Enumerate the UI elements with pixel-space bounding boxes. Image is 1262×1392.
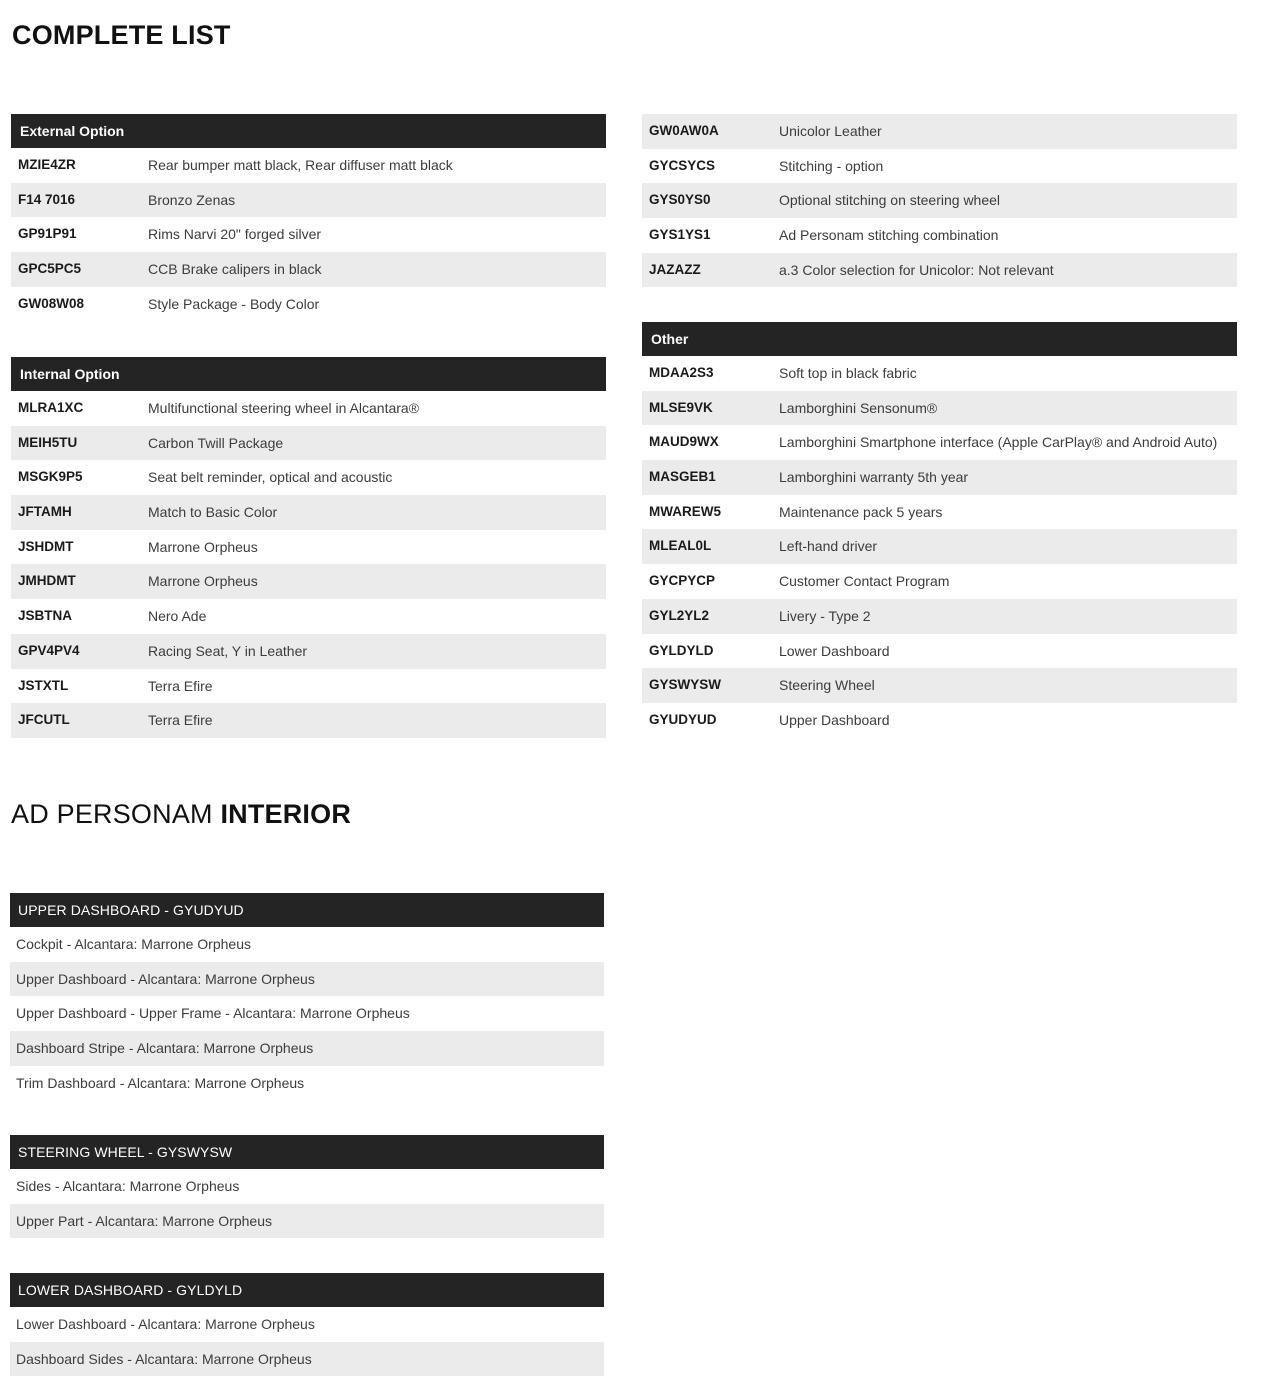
option-code: GYUDYUD [649, 711, 717, 727]
table-row [642, 495, 1237, 530]
option-code: GPC5PC5 [18, 261, 82, 277]
table-row [642, 460, 1237, 495]
detail-text: Trim Dashboard - Alcantara: Marrone Orpheus [16, 1074, 305, 1091]
table-row [10, 1342, 604, 1377]
option-code: GW0AW0A [649, 123, 719, 138]
option-code: JFTAMH [18, 504, 72, 520]
option-description: Lower Dashboard [779, 642, 890, 659]
table-row [642, 668, 1237, 703]
option-description: Carbon Twill Package [148, 434, 284, 451]
table-row [642, 703, 1237, 738]
internal-option-section [11, 357, 606, 738]
option-code: MEIH5TU [18, 434, 78, 450]
table-row [642, 183, 1237, 218]
other-option-section [642, 322, 1237, 738]
table-row [10, 1066, 604, 1101]
option-code: GYCPYCP [649, 573, 716, 589]
section-header: Other [642, 322, 1237, 356]
option-code: MDAA2S3 [649, 365, 714, 380]
option-description: Maintenance pack 5 years [779, 503, 943, 520]
option-code: MLRA1XC [18, 400, 84, 415]
option-description: Lamborghini Smartphone interface (Apple CarPlay® and Android Auto) [779, 434, 1218, 451]
option-description: Left-hand driver [779, 538, 878, 555]
table-row [642, 114, 1237, 149]
option-description: Rims Narvi 20" forged silver [148, 226, 322, 243]
table-row [11, 148, 606, 183]
option-description: Bronzo Zenas [148, 191, 236, 208]
option-code: GYS1YS1 [649, 227, 711, 243]
table-row [642, 356, 1237, 391]
detail-text: Upper Dashboard - Alcantara: Marrone Orpheus [16, 970, 315, 987]
table-row [10, 962, 604, 997]
option-list [11, 391, 606, 738]
option-code: GW08W08 [18, 295, 85, 311]
option-code: GYS0YS0 [649, 192, 711, 208]
detail-list [10, 927, 604, 1100]
option-list [642, 356, 1237, 738]
option-description: Livery - Type 2 [779, 607, 871, 624]
external-option-section [11, 114, 606, 321]
section-header: LOWER DASHBOARD - GYLDYLD [10, 1273, 604, 1307]
option-description: Optional stitching on steering wheel [779, 192, 1001, 209]
option-code: MWAREW5 [649, 503, 721, 519]
option-code: MAUD9WX [649, 434, 719, 450]
table-row [11, 564, 606, 599]
table-row [642, 425, 1237, 460]
table-row [10, 927, 604, 962]
lower-dashboard-section [10, 1273, 604, 1376]
option-code: MSGK9P5 [18, 469, 83, 485]
section-header: Internal Option [11, 357, 606, 391]
option-code: MZIE4ZR [18, 157, 76, 172]
option-code: MASGEB1 [649, 469, 716, 485]
detail-list [10, 1307, 604, 1376]
table-row [642, 149, 1237, 184]
table-row [642, 634, 1237, 669]
option-description: Seat belt reminder, optical and acoustic [148, 469, 393, 486]
table-row [10, 1204, 604, 1239]
table-row [10, 996, 604, 1031]
table-row [642, 218, 1237, 253]
heading-bold-part: INTERIOR [220, 799, 352, 829]
table-row [11, 183, 606, 218]
option-description: Marrone Orpheus [148, 573, 258, 590]
option-list [642, 114, 1237, 287]
section-header: STEERING WHEEL - GYSWYSW [10, 1135, 604, 1169]
table-row [11, 530, 606, 565]
table-row [11, 252, 606, 287]
table-row [11, 703, 606, 738]
option-code: JMHDMT [18, 573, 76, 589]
table-row [10, 1169, 604, 1204]
interior-option-section [642, 114, 1237, 287]
option-description: Marrone Orpheus [148, 538, 258, 555]
option-description: Multifunctional steering wheel in Alcantara® [148, 400, 420, 416]
option-code: JSHDMT [18, 538, 74, 554]
option-description: Lamborghini warranty 5th year [779, 469, 969, 486]
table-row [11, 391, 606, 426]
option-code: GYL2YL2 [649, 607, 710, 623]
option-description: Terra Efire [148, 677, 213, 694]
option-code: GP91P91 [18, 226, 77, 242]
option-list [11, 148, 606, 321]
detail-text: Upper Part - Alcantara: Marrone Orpheus [16, 1212, 273, 1229]
detail-text: Cockpit - Alcantara: Marrone Orpheus [16, 936, 251, 952]
detail-text: Lower Dashboard - Alcantara: Marrone Orpheus [16, 1316, 315, 1332]
option-description: Stitching - option [779, 157, 884, 174]
table-row [11, 634, 606, 669]
section-header: UPPER DASHBOARD - GYUDYUD [10, 893, 604, 927]
table-row [11, 426, 606, 461]
table-row [11, 287, 606, 322]
option-description: Upper Dashboard [779, 711, 890, 728]
option-description: Soft top in black fabric [779, 365, 917, 381]
option-description: Terra Efire [148, 712, 213, 729]
option-code: F14 7016 [18, 191, 76, 207]
option-description: Customer Contact Program [779, 573, 950, 590]
option-description: Nero Ade [148, 608, 207, 625]
steering-wheel-section [10, 1135, 604, 1238]
option-description: Match to Basic Color [148, 504, 278, 521]
option-description: Unicolor Leather [779, 123, 882, 139]
table-row [642, 391, 1237, 426]
option-description: Racing Seat, Y in Leather [148, 642, 308, 659]
table-row [642, 253, 1237, 288]
table-row [10, 1307, 604, 1342]
heading-light-part: AD PERSONAM [11, 799, 213, 829]
detail-text: Dashboard Stripe - Alcantara: Marrone Orpheus [16, 1040, 314, 1057]
detail-list [10, 1169, 604, 1238]
option-description: Steering Wheel [779, 677, 875, 694]
table-row [642, 599, 1237, 634]
option-code: JSBTNA [18, 608, 73, 624]
option-description: Style Package - Body Color [148, 295, 320, 312]
option-code: JFCUTL [18, 712, 70, 728]
option-code: MLEAL0L [649, 538, 712, 554]
upper-dashboard-section [10, 893, 604, 1100]
option-code: JAZAZZ [649, 261, 701, 277]
table-row [11, 599, 606, 634]
table-row [10, 1031, 604, 1066]
option-description: Lamborghini Sensonum® [779, 399, 938, 416]
table-row [11, 669, 606, 704]
detail-text: Sides - Alcantara: Marrone Orpheus [16, 1178, 240, 1194]
table-row [642, 564, 1237, 599]
option-code: MLSE9VK [649, 399, 713, 415]
detail-text: Upper Dashboard - Upper Frame - Alcantara: Marrone Orpheus [16, 1005, 410, 1022]
option-description: Ad Personam stitching combination [779, 227, 999, 244]
option-description: Rear bumper matt black, Rear diffuser matt black [148, 157, 453, 173]
table-row [11, 217, 606, 252]
option-code: GYLDYLD [649, 642, 714, 658]
table-row [11, 460, 606, 495]
section-header: External Option [11, 114, 606, 148]
option-description: CCB Brake calipers in black [148, 261, 322, 278]
detail-text: Dashboard Sides - Alcantara: Marrone Orpheus [16, 1350, 312, 1367]
option-description: a.3 Color selection for Unicolor: Not relevant [779, 261, 1054, 278]
complete-list-heading: COMPLETE LIST [12, 20, 231, 50]
option-code: GPV4PV4 [18, 642, 80, 658]
option-code: GYCSYCS [649, 157, 716, 173]
option-code: JSTXTL [18, 677, 69, 693]
ad-personam-interior-heading [11, 797, 351, 831]
table-row [11, 495, 606, 530]
option-code: GYSWYSW [649, 677, 722, 693]
table-row [642, 529, 1237, 564]
